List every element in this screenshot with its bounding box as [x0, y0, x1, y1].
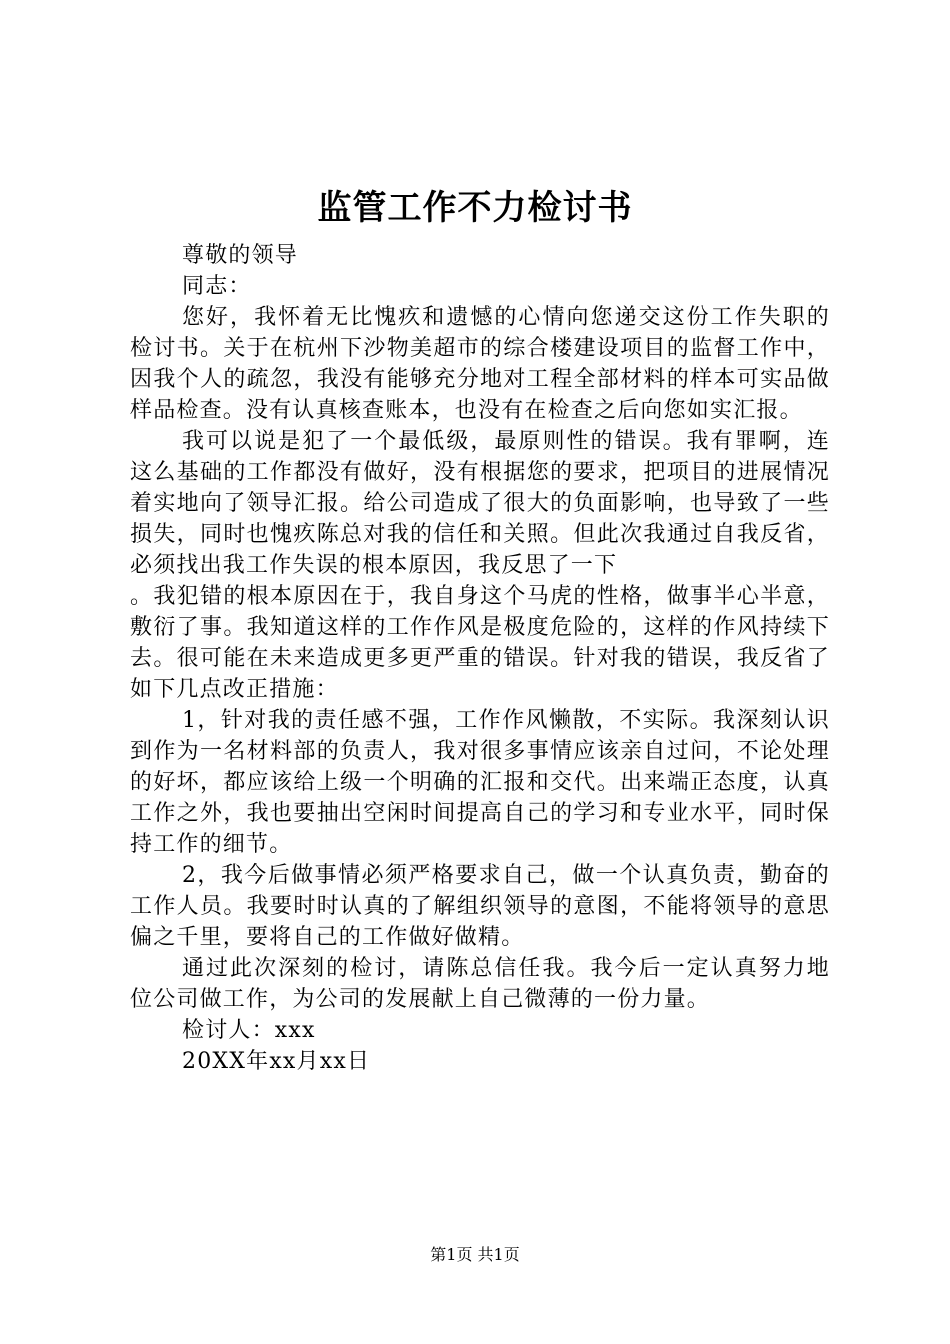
paragraph-6: 通过此次深刻的检讨，请陈总信任我。我今后一定认真努力地位公司做工作，为公司的发展献上自己微薄的一份力量。	[130, 956, 830, 1012]
document-body	[130, 240, 830, 1077]
greeting-line-1: 尊敬的领导	[182, 243, 299, 268]
paragraph-5: 2，我今后做事情必须严格要求自己，做一个认真负责，勤奋的工作人员。我要时时认真的了解组织领导的意图，不能将领导的意思偏之千里，要将自己的工作做好做精。	[130, 863, 830, 950]
date-line: 20XX年xx月xx日	[182, 1049, 371, 1074]
greeting-line-2: 同志：	[182, 274, 252, 299]
paragraph-1: 您好，我怀着无比愧疚和遗憾的心情向您递交这份工作失职的检讨书。关于在杭州下沙物美超市的综合楼建设项目的监督工作中，因我个人的疏忽，我没有能够充分地对工程全部材料的样本可实品做样品检查。没有认真核查账本，也没有在检查之后向您如实汇报。	[130, 305, 830, 423]
page-footer: 第1页 共1页	[430, 1245, 520, 1264]
paragraph-3: 。我犯错的根本原因在于，我自身这个马虎的性格，做事半心半意，敷衍了事。我知道这样的工作作风是极度危险的，这样的作风持续下去。很可能在未来造成更多更严重的错误。针对我的错误，我反省了如下几点改正措施：	[130, 584, 830, 702]
signer-line: 检讨人：xxx	[182, 1018, 316, 1043]
paragraph-4: 1，针对我的责任感不强，工作作风懒散，不实际。我深刻认识到作为一名材料部的负责人，我对很多事情应该亲自过问，不论处理的好坏，都应该给上级一个明确的汇报和交代。出来端正态度，认真工作之外，我也要抽出空闲时间提高自己的学习和专业水平，同时保持工作的细节。	[130, 708, 830, 857]
paragraph-2: 我可以说是犯了一个最低级，最原则性的错误。我有罪啊，连这么基础的工作都没有做好，没有根据您的要求，把项目的进展情况着实地向了领导汇报。给公司造成了很大的负面影响，也导致了一些损失，同时也愧疚陈总对我的信任和关照。但此次我通过自我反省，必须找出我工作失误的根本原因，我反思了一下	[130, 429, 830, 578]
document-title: 监管工作不力检讨书	[317, 188, 633, 228]
